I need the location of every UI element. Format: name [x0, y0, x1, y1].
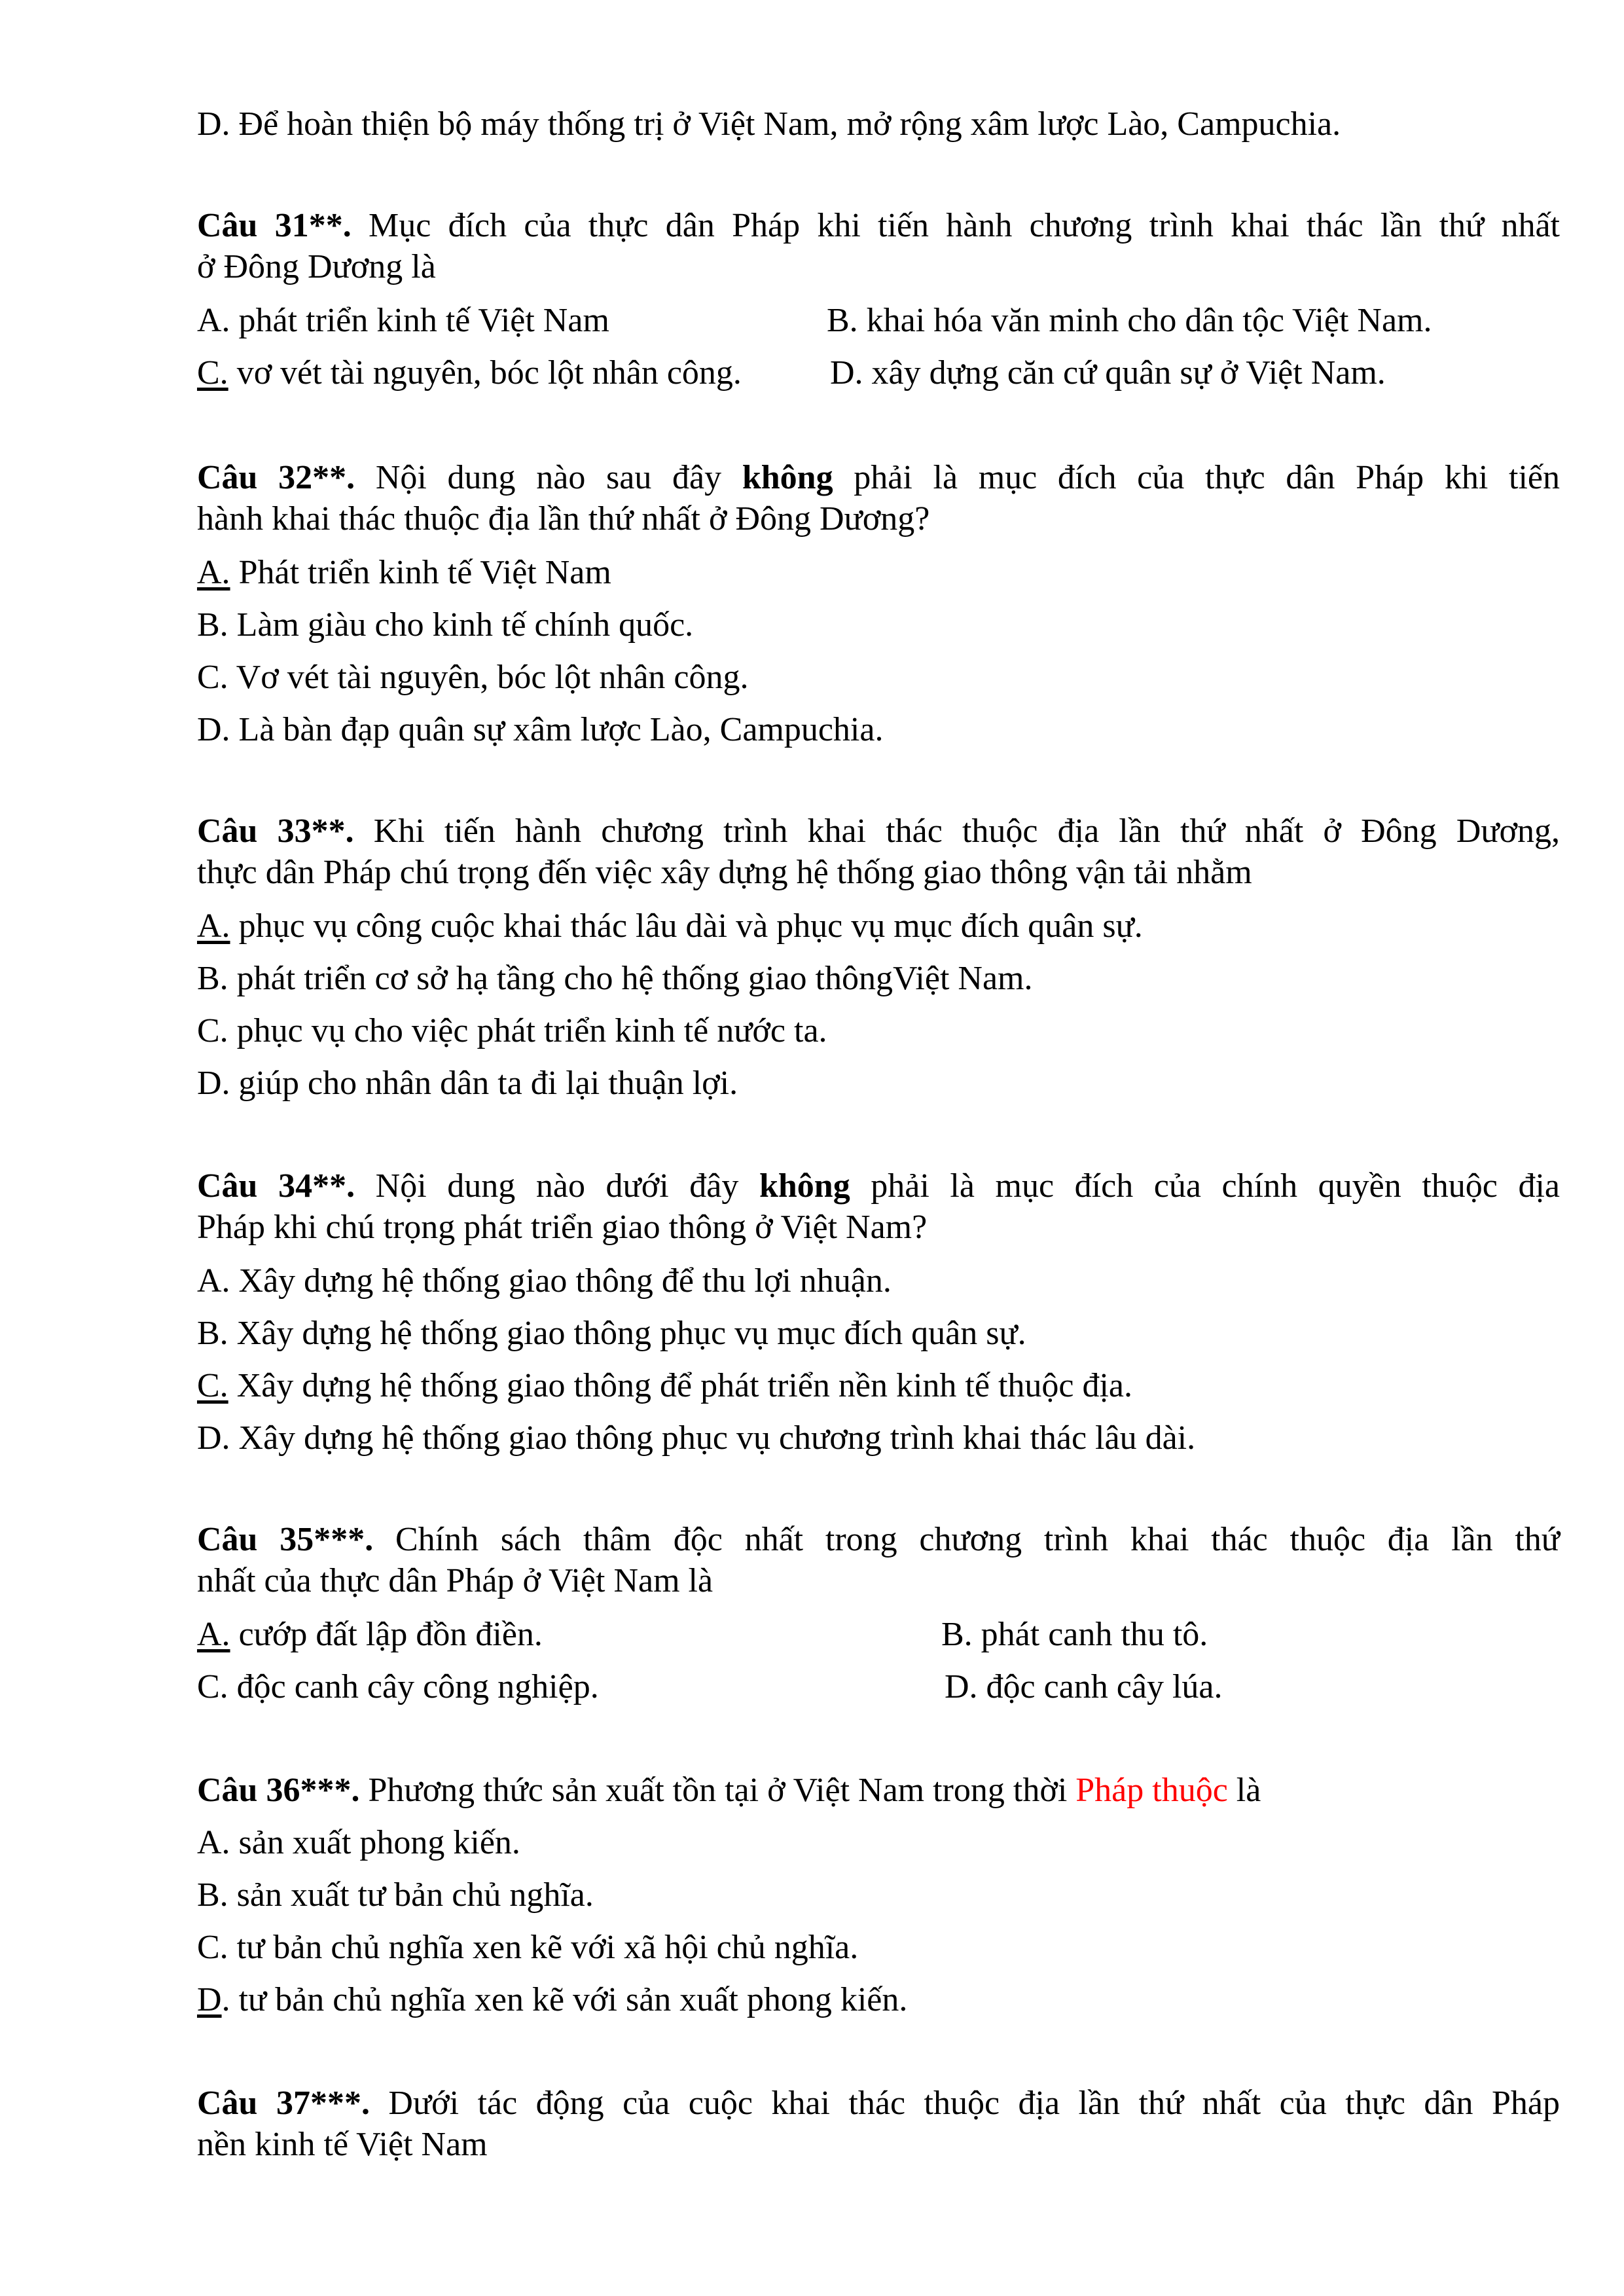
- question-31-option-c: C. vơ vét tài nguyên, bóc lột nhân công.: [197, 354, 742, 392]
- question-32-option-a: A. Phát triển kinh tế Việt Nam: [197, 554, 611, 591]
- question-32-option-c: C. Vơ vét tài nguyên, bóc lột nhân công.: [197, 659, 749, 696]
- question-31-line2: ở Đông Dương là: [197, 248, 436, 285]
- answer-marker: A.: [197, 1616, 230, 1653]
- question-32-option-b: B. Làm giàu cho kinh tế chính quốc.: [197, 606, 694, 644]
- question-36-label: Câu 36***.: [197, 1772, 360, 1809]
- option-d-prev: D. Để hoàn thiện bộ máy thống trị ở Việt Nam, mở rộng xâm lược Lào, Campuchia.: [197, 105, 1341, 143]
- question-37-line2: nền kinh tế Việt Nam: [197, 2126, 488, 2163]
- question-34-line2: Pháp khi chú trọng phát triển giao thông ở Việt Nam?: [197, 1209, 928, 1246]
- question-36-option-b: B. sản xuất tư bản chủ nghĩa.: [197, 1876, 594, 1914]
- question-33-option-b: B. phát triển cơ sở hạ tầng cho hệ thống giao thôngViệt Nam.: [197, 960, 1033, 997]
- question-35-option-b: B. phát canh thu tô.: [941, 1616, 1208, 1653]
- question-36-option-c: C. tư bản chủ nghĩa xen kẽ với xã hội chủ nghĩa.: [197, 1929, 859, 1966]
- question-34-label: Câu 34**.: [197, 1167, 355, 1205]
- question-33-line2: thực dân Pháp chú trọng đến việc xây dựng hệ thống giao thông vận tải nhằm: [197, 854, 1252, 891]
- question-34-option-b: B. Xây dựng hệ thống giao thông phục vụ mục đích quân sự.: [197, 1315, 1026, 1352]
- question-32-option-d: D. Là bàn đạp quân sự xâm lược Lào, Campuchia.: [197, 711, 884, 748]
- question-35-line1: Câu 35***. Chính sách thâm độc nhất trong chương trình khai thác thuộc địa lần thứ: [197, 1521, 1560, 1558]
- question-35-label: Câu 35***.: [197, 1521, 374, 1558]
- answer-marker: C.: [197, 1367, 228, 1404]
- question-31-option-b: B. khai hóa văn minh cho dân tộc Việt Nam.: [827, 302, 1432, 339]
- question-31-label: Câu 31**.: [197, 207, 352, 244]
- question-31-line1: Câu 31**. Mục đích của thực dân Pháp khi tiến hành chương trình khai thác lần thứ nhất: [197, 207, 1560, 244]
- question-34-option-c: C. Xây dựng hệ thống giao thông để phát triển nền kinh tế thuộc địa.: [197, 1367, 1133, 1404]
- question-32-line2: hành khai thác thuộc địa lần thứ nhất ở Đông Dương?: [197, 500, 930, 538]
- question-33-option-d: D. giúp cho nhân dân ta đi lại thuận lợi.: [197, 1065, 738, 1102]
- answer-marker: D: [197, 1981, 222, 2018]
- question-36-line1: Câu 36***. Phương thức sản xuất tồn tại ở Việt Nam trong thời Pháp thuộc là: [197, 1772, 1261, 1809]
- question-36-option-a: A. sản xuất phong kiến.: [197, 1824, 520, 1861]
- answer-marker: A.: [197, 554, 230, 591]
- answer-marker: C.: [197, 354, 228, 392]
- question-31-option-a: A. phát triển kinh tế Việt Nam: [197, 302, 609, 339]
- question-33-label: Câu 33**.: [197, 812, 354, 850]
- question-31-option-d: D. xây dựng căn cứ quân sự ở Việt Nam.: [830, 354, 1386, 392]
- question-32-label: Câu 32**.: [197, 459, 355, 496]
- question-33-option-c: C. phục vụ cho việc phát triển kinh tế nước ta.: [197, 1012, 827, 1049]
- question-35-option-a: A. cướp đất lập đồn điền.: [197, 1616, 543, 1653]
- question-34-option-a: A. Xây dựng hệ thống giao thông để thu lợi nhuận.: [197, 1262, 892, 1300]
- answer-marker: A.: [197, 907, 230, 945]
- question-35-option-c: C. độc canh cây công nghiệp.: [197, 1668, 599, 1705]
- question-37-line1: Câu 37***. Dưới tác động của cuộc khai thác thuộc địa lần thứ nhất của thực dân Pháp: [197, 2085, 1560, 2122]
- question-33-option-a: A. phục vụ công cuộc khai thác lâu dài và phục vụ mục đích quân sự.: [197, 907, 1143, 945]
- question-36-option-d: D. tư bản chủ nghĩa xen kẽ với sản xuất phong kiến.: [197, 1981, 908, 2018]
- question-37-label: Câu 37***.: [197, 2085, 370, 2122]
- question-35-line2: nhất của thực dân Pháp ở Việt Nam là: [197, 1562, 713, 1599]
- question-32-line1: Câu 32**. Nội dung nào sau đây không phải là mục đích của thực dân Pháp khi tiến: [197, 459, 1560, 496]
- question-33-line1: Câu 33**. Khi tiến hành chương trình khai thác thuộc địa lần thứ nhất ở Đông Dương,: [197, 812, 1560, 850]
- question-35-option-d: D. độc canh cây lúa.: [945, 1668, 1223, 1705]
- highlighted-text: Pháp thuộc: [1075, 1772, 1228, 1809]
- question-34-option-d: D. Xây dựng hệ thống giao thông phục vụ chương trình khai thác lâu dài.: [197, 1419, 1196, 1457]
- question-34-line1: Câu 34**. Nội dung nào dưới đây không phải là mục đích của chính quyền thuộc địa: [197, 1167, 1560, 1205]
